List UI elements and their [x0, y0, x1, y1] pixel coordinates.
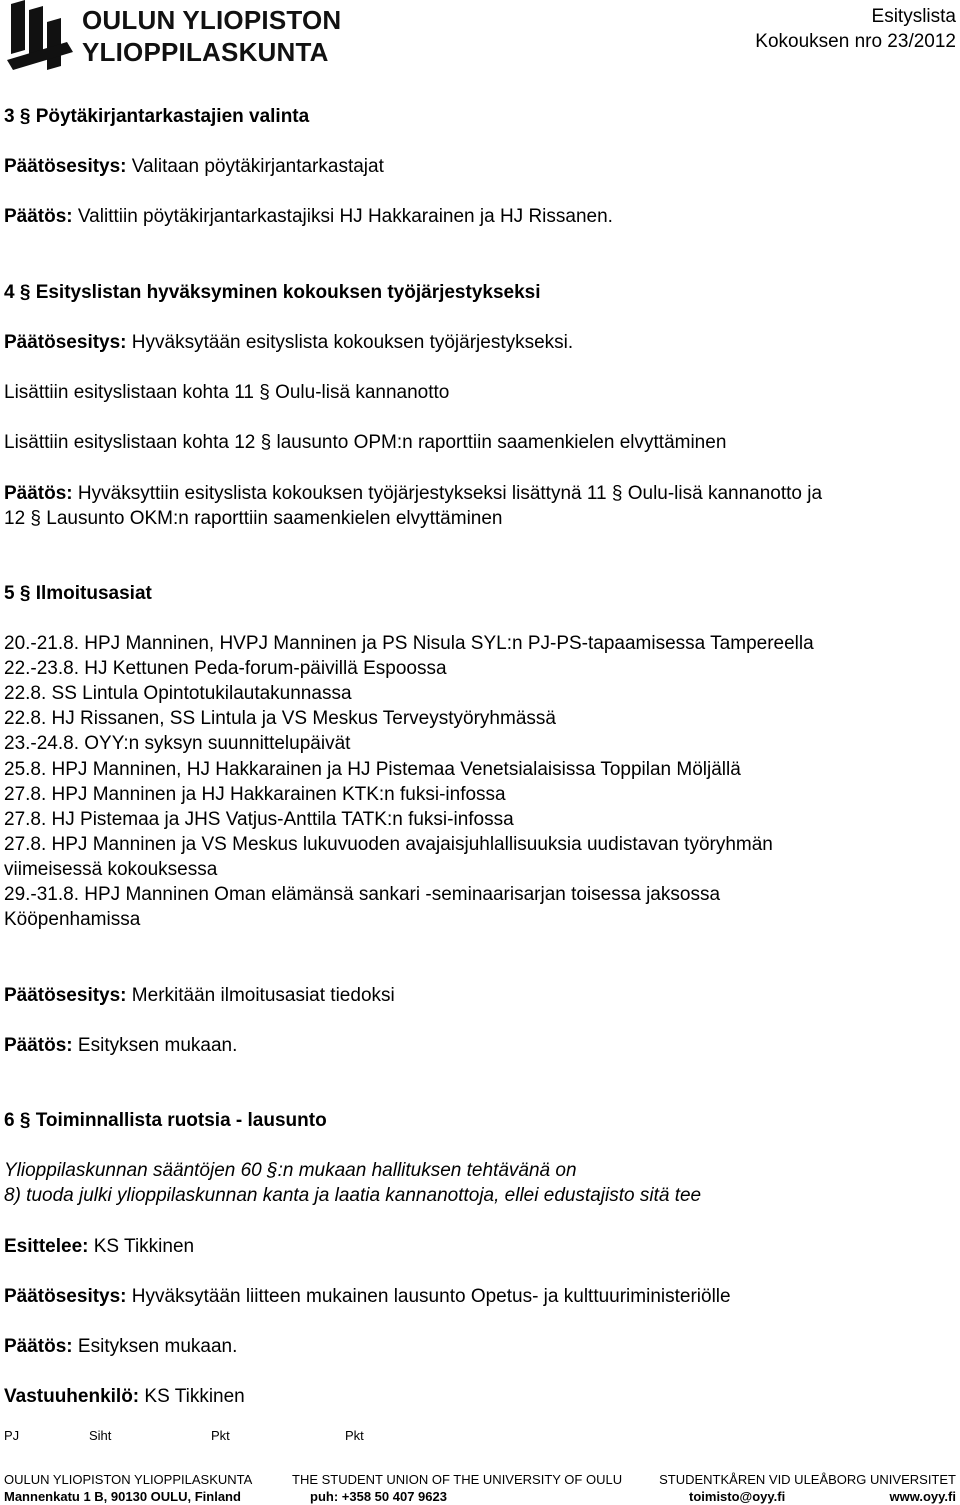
decision-text: Esityksen mukaan.: [72, 1336, 238, 1357]
list-item: 23.-24.8. OYY:n syksyn suunnittelupäivät: [4, 733, 351, 754]
responsible-label: Vastuuhenkilö:: [4, 1386, 140, 1407]
meeting-number: Kokouksen nro 23/2012: [755, 31, 956, 52]
decision-text: Hyväksyttiin esityslista kokouksen työjärjestykseksi lisättynä 11 § Oulu-lisä kannanotto ja: [72, 483, 823, 504]
section-6-decision: [4, 1336, 237, 1358]
section-4-addition-2: Lisättiin esityslistaan kohta 12 § lausunto OPM:n raporttiin saamenkielen elvyttäminen: [4, 432, 727, 453]
section-3-proposal: [4, 156, 384, 178]
section-4-decision-cont: 12 § Lausunto OKM:n raporttiin saamenkielen elvyttäminen: [4, 508, 503, 529]
list-item: 27.8. HJ Pistemaa ja JHS Vatjus-Anttila TATK:n fuksi-infossa: [4, 809, 514, 830]
signature-initials: Pkt: [345, 1428, 364, 1443]
signature-initials: Siht: [89, 1428, 112, 1443]
footer-org-fi: OULUN YLIOPISTON YLIOPPILASKUNTA: [4, 1472, 253, 1487]
rule-quote-1: Ylioppilaskunnan sääntöjen 60 §:n mukaan hallituksen tehtävänä on: [4, 1160, 577, 1181]
list-item: 27.8. HPJ Manninen ja VS Meskus lukuvuoden avajaisjuhlallisuuksia uudistavan työryhmän: [4, 834, 773, 855]
list-item: 25.8. HPJ Manninen, HJ Hakkarainen ja HJ Pistemaa Venetsialaisissa Toppilan Möljällä: [4, 759, 741, 780]
proposal-label: Päätösesitys:: [4, 332, 127, 353]
section-3-decision: [4, 206, 613, 228]
rule-quote-2: 8) tuoda julki ylioppilaskunnan kanta ja laatia kannanottoja, ellei edustajisto sitä tee: [4, 1185, 702, 1206]
proposal-label: Päätösesitys:: [4, 156, 127, 177]
section-6-presenter: [4, 1236, 194, 1258]
logo-mark-icon: [3, 0, 75, 72]
proposal-text: Hyväksytään esityslista kokouksen työjärjestykseksi.: [126, 332, 574, 353]
list-item: 29.-31.8. HPJ Manninen Oman elämänsä sankari -seminaarisarjan toisessa jaksossa: [4, 884, 721, 905]
section-5-decision: [4, 1035, 237, 1057]
footer-address: Mannenkatu 1 B, 90130 OULU, Finland: [4, 1489, 241, 1504]
list-item: 22.8. HJ Rissanen, SS Lintula ja VS Meskus Terveystyöryhmässä: [4, 708, 556, 729]
list-item: 20.-21.8. HPJ Manninen, HVPJ Manninen ja PS Nisula SYL:n PJ-PS-tapaamisessa Tampereella: [4, 633, 814, 654]
proposal-text: Hyväksytään liitteen mukainen lausunto Opetus- ja kulttuuriministeriölle: [126, 1286, 731, 1307]
list-item: viimeisessä kokouksessa: [4, 859, 218, 880]
org-name-line1: OULUN YLIOPISTON: [82, 5, 342, 35]
union-logo: [3, 0, 343, 70]
section-5-title: 5 § Ilmoitusasiat: [4, 583, 152, 604]
list-item: Kööpenhamissa: [4, 909, 141, 930]
section-4-addition-1: Lisättiin esityslistaan kohta 11 § Oulu-lisä kannanotto: [4, 382, 450, 403]
proposal-label: Päätösesitys:: [4, 985, 127, 1006]
decision-label: Päätös:: [4, 1035, 73, 1056]
responsible-text: KS Tikkinen: [139, 1386, 245, 1407]
signature-initials: PJ: [4, 1428, 20, 1443]
list-item: 27.8. HPJ Manninen ja HJ Hakkarainen KTK:n fuksi-infossa: [4, 784, 506, 805]
proposal-text: Valitaan pöytäkirjantarkastajat: [126, 156, 384, 177]
section-6-proposal: [4, 1286, 731, 1308]
footer-website: www.oyy.fi: [889, 1489, 956, 1504]
footer-org-en: THE STUDENT UNION OF THE UNIVERSITY OF OULU: [292, 1472, 623, 1487]
section-4-proposal: [4, 332, 573, 354]
section-4-decision: [4, 483, 822, 505]
section-5-proposal: [4, 985, 395, 1007]
decision-label: Päätös:: [4, 1336, 73, 1357]
org-name-line2: YLIOPPILASKUNTA: [82, 37, 329, 67]
proposal-text: Merkitään ilmoitusasiat tiedoksi: [126, 985, 395, 1006]
section-4-title: 4 § Esityslistan hyväksyminen kokouksen työjärjestykseksi: [4, 282, 541, 303]
section-6-responsible: [4, 1386, 245, 1408]
presenter-text: KS Tikkinen: [88, 1236, 195, 1257]
decision-text: Valittiin pöytäkirjantarkastajiksi HJ Hakkarainen ja HJ Rissanen.: [72, 206, 613, 227]
section-3-title: 3 § Pöytäkirjantarkastajien valinta: [4, 106, 310, 127]
footer-email: toimisto@oyy.fi: [689, 1489, 786, 1504]
list-item: 22.8. SS Lintula Opintotukilautakunnassa: [4, 683, 352, 704]
document-header: [755, 4, 956, 54]
proposal-label: Päätösesitys:: [4, 1286, 127, 1307]
decision-text: Esityksen mukaan.: [72, 1035, 238, 1056]
signature-initials: Pkt: [211, 1428, 230, 1443]
document-type: Esityslista: [871, 6, 956, 27]
section-6-title: 6 § Toiminnallista ruotsia - lausunto: [4, 1110, 327, 1131]
presenter-label: Esittelee:: [4, 1236, 89, 1257]
footer-org-sv: STUDENTKÅREN VID ULEÅBORG UNIVERSITET: [659, 1472, 956, 1487]
decision-label: Päätös:: [4, 206, 73, 227]
footer-phone: puh: +358 50 407 9623: [310, 1489, 447, 1504]
list-item: 22.-23.8. HJ Kettunen Peda-forum-päivillä Espoossa: [4, 658, 447, 679]
decision-label: Päätös:: [4, 483, 73, 504]
